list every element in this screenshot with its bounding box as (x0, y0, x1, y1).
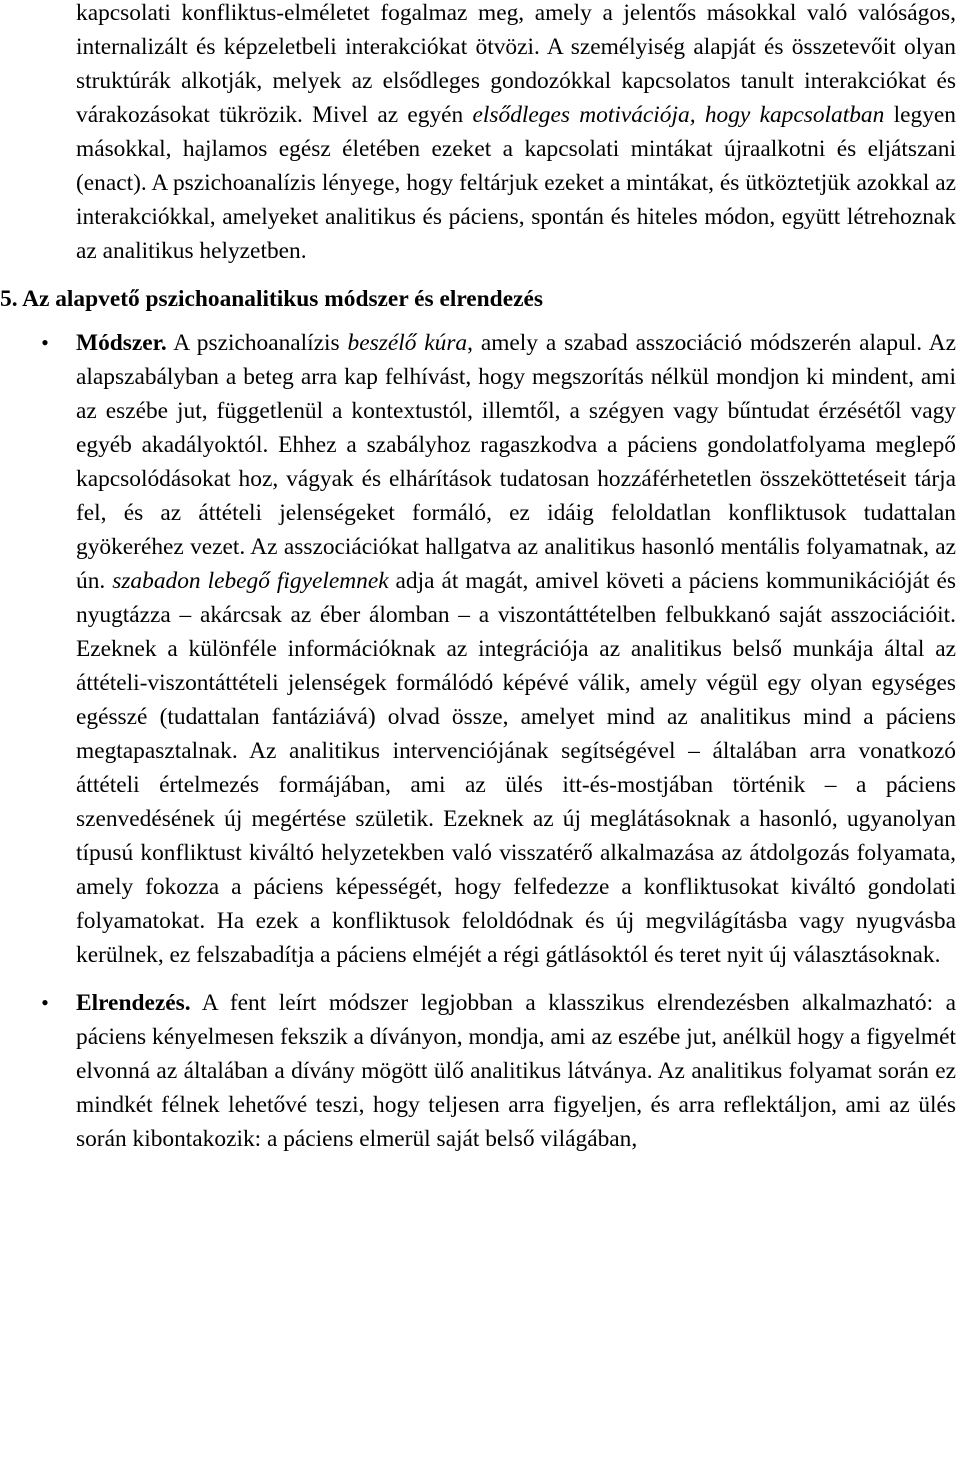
setting-paragraph (76, 986, 956, 1156)
bullet-icon: • (41, 330, 49, 355)
method-title: Módszer. (76, 330, 167, 356)
intro-paragraph (76, 0, 956, 268)
intro-emphasis: elsődleges motivációja, hogy kapcsolatban (472, 102, 885, 128)
method-text-1: A pszichoanalízis (166, 330, 348, 356)
method-paragraph (76, 326, 956, 972)
setting-title: Elrendezés. (76, 990, 191, 1016)
method-emphasis-1: beszélő kúra (347, 330, 468, 356)
bullet-list (41, 326, 956, 1156)
list-item-method (41, 326, 956, 972)
intro-text-1: kapcsolati konfliktus-elméletet fogalmaz meg, amely a jelentős másokkal való valóságos, internalizált és képzeletbeli interakciókat ötvözi. A személyiség alapját és összetevőit olyan struktúrák alkotják, melyek az elsődleges gondozókkal kapcsolatos tanult interakciókat és várakozásokat tükrözik. Mivel az egyén (76, 0, 956, 128)
list-item-setting (41, 986, 956, 1156)
section-heading: 5. Az alapvető pszichoanalitikus módszer és elrendezés (0, 286, 543, 312)
method-text-3: adja át magát, amivel követi a páciens kommunikációját és nyugtázza – akárcsak az éber álomban – a viszontáttételben felbukkanó saját asszociációit. Ezeknek a különféle információknak az integrációja az analitikus belső munkája által az áttételi-viszontáttételi jelenségek formálódó képévé válik, amely végül egy olyan egységes egésszé (tudattalan fantáziává) olvad össze, amelyet mind az analitikus mind a páciens megtapasztalnak. Az analitikus intervenciójának segítségével – általában arra vonatkozó áttételi értelmezés formájában, ami az ülés itt-és-mostjában történik – a páciens szenvedésének új megértése születik. Ezeknek az új meglátásoknak a hasonló, ugyanolyan típusú konfliktust kiváltó helyzetekben való visszatérő alkalmazása az átdolgozás folyamata, amely fokozza a páciens képességét, hogy felfedezze a konfliktusokat kiváltó gondolati folyamatokat. Ha ezek a konfliktusok feloldódnak és új megvilágításba vagy nyugvásba kerülnek, ez felszabadítja a páciens elméjét a régi gátlásoktól és teret nyit új választásoknak. (76, 568, 956, 968)
intro-text-2: legyen másokkal, hajlamos egész életében ezeket a kapcsolati mintákat újraalkotni és eljátszani (enact). A pszichoanalízis lényege, hogy feltárjuk ezeket a mintákat, és ütköztetjük azokkal az interakciókkal, amelyeket analitikus és páciens, spontán és hiteles módon, együtt létrehoznak az analitikus helyzetben. (76, 102, 956, 264)
method-emphasis-2: szabadon lebegő figyelemnek (112, 568, 389, 594)
setting-text-1: A fent leírt módszer legjobban a klasszikus elrendezésben alkalmazható: a páciens kényelmesen fekszik a díványon, mondja, ami az eszébe jut, anélkül hogy a figyelmét elvonná az általában a dívány mögött ülő analitikus látványa. Az analitikus folyamat során ez mindkét félnek lehetővé teszi, hogy teljesen arra figyeljen, és arra reflektáljon, ami az ülés során kibontakozik: a páciens elmerül saját belső világában, (76, 990, 956, 1152)
bullet-icon: • (41, 990, 49, 1015)
method-text-2: , amely a szabad asszociáció módszerén alapul. Az alapszabályban a beteg arra kap felhívást, hogy megszorítás nélkül mondjon ki mindent, ami az eszébe jut, függetlenül a kontextustól, illemtől, a szégyen vagy bűntudat érzésétől vagy egyéb akadályoktól. Ehhez a szabályhoz ragaszkodva a páciens gondolatfolyama meglepő kapcsolódásokat hoz, vágyak és elhárítások tudatosan hozzáférhetetlen összeköttetéseit tárja fel, és az áttételi jelenségeket formáló, ez idáig feloldatlan konfliktusok tudattalan gyökeréhez vezet. Az asszociációkat hallgatva az analitikus hasonló mentális folyamatnak, az ún. (76, 330, 956, 594)
